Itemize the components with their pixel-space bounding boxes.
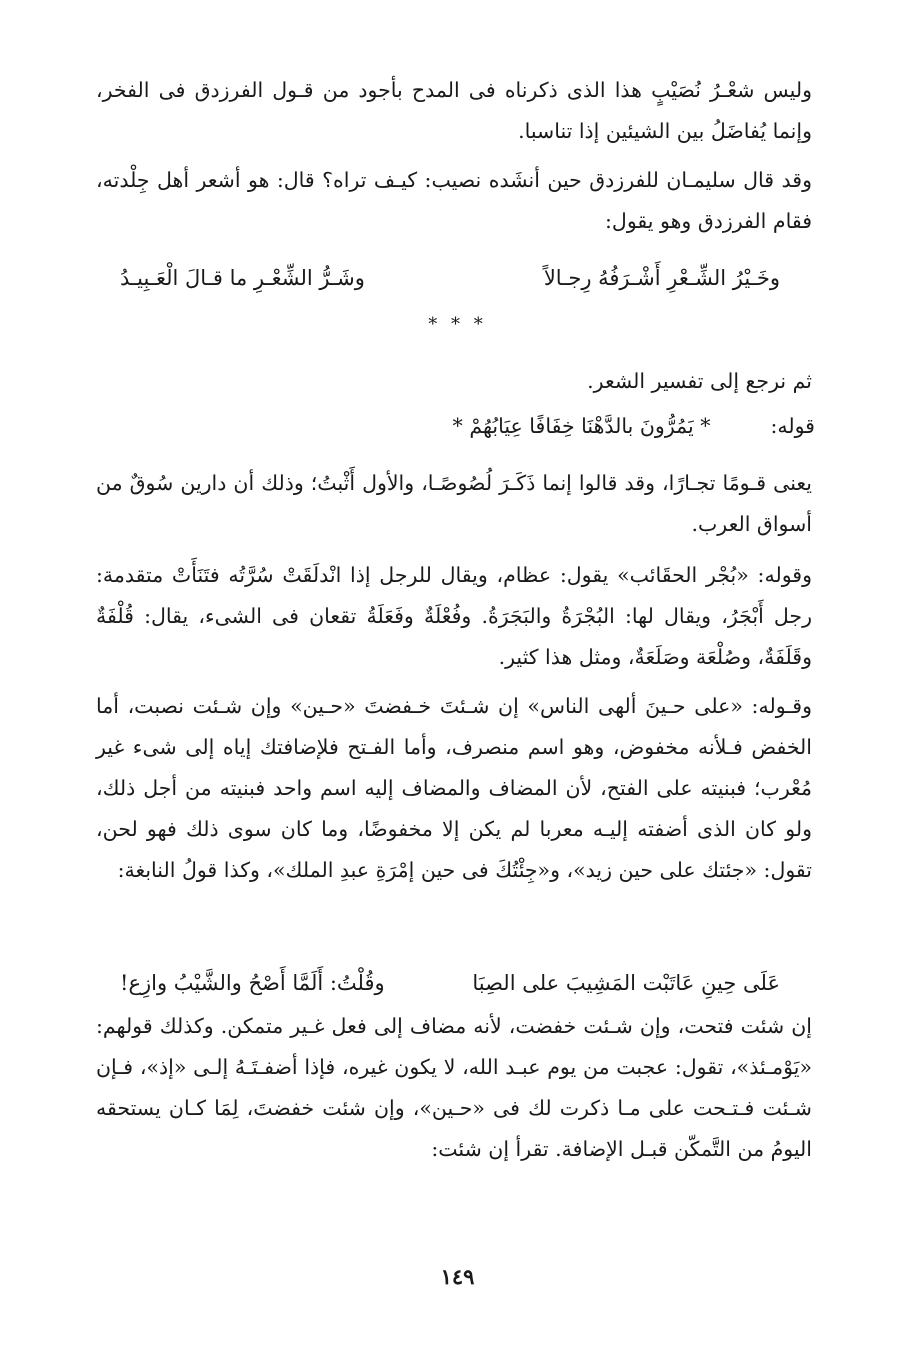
paragraph-2: وقد قال سليمـان للفرزدق حين أنشَده نصيب: كيـف تراه؟ قال: هو أشعر أهل جِلْدته، فقام الفرزدق وهو يقول: (96, 168, 812, 233)
paragraph-6: وقـوله: «على حـينَ ألهى الناس» إن شـئتَ خـفضتَ «حـين» وإن شـئت نصبت، أما الخفض فـلأنه مخفوض، وهو اسم منصرف، وأما الفـتح فلإضافتك إياه إلى شىء غير مُعْرب؛ فبنيته على الفتح، لأن المضاف والمضاف إليه اسم واحد فبنيته من أجل ذلك، ولو كان الذى أضفته إليـه معربا لم يكن إلا مخفوضًا، وما كان سوى ذلك فهو لحن، تقول: «جئتك على حين زيد»، و«جِئْتُكَ فى حين إمْرَةِ عبدِ الملك»، وكذا قولُ النابغة: (96, 694, 812, 882)
verse-2 (120, 963, 780, 1003)
section-separator: * * * (428, 314, 487, 335)
quote-text: * يَمُرُّونَ بالدَّهْنَا خِفَافًا عِيَابُهُمْ * (452, 414, 711, 438)
paragraph-1: وليس شعْـرُ نُصَيْبٍ هذا الذى ذكرناه فى المدح بأجود من قـول الفرزدق فى الفخر، وإنما يُفاضَلُ بين الشيئين إذا تناسبا. (96, 78, 812, 143)
verse-1-second-hemistich: وشَـرُّ الشِّعْـرِ ما قـالَ الْعَـبِيـدُ (120, 266, 365, 290)
verse-1-first-hemistich: وخَـيْرُ الشِّـعْرِ أَشْـرَفُهُ رِجـالاً (543, 266, 780, 290)
paragraph-7: إن شئت فتحت، وإن شـئت خفضت، لأنه مضاف إلى فعل غـير متمكن. وكذلك قولهم: «يَوْمـئذ»، تقول: عجبت من يوم عبـد الله، لا يكون غيره، فإذا أضفـتَـهُ إلـى «إذ»، فـإن شـئت فـتـحت على مـا ذكرت لك فى «حـين»، وإن شئت خفضتَ، لِمَا كـان يستحقه اليومُ من التَّمكّن قبـل الإضافة. تقرأ إن شئت: (96, 1014, 812, 1161)
quote-line (453, 406, 815, 446)
quote-label: قوله: (770, 414, 815, 438)
verse-2-second-hemistich: وقُلْتُ: أَلَمَّا أَصْحُ والشَّيْبُ وازِع! (120, 971, 385, 995)
verse-1 (120, 258, 780, 298)
paragraph-5: وقوله: «بُجْر الحقَائب» يقول: عظام، ويقال للرجل إذا انْدلَقَتْ سُرَّتُه فتَنَأَتْ متقدمة: رجل أَبْجَرُ، ويقال لها: البُجْرَةُ والبَجَرَةُ. وفُعْلَةٌ وفَعَلَةُ تقعان فى الشىء، يقال: قُلْفَةٌ وقَلَفَةٌ، وصُلْعَة وصَلَعَةٌ، ومثل هذا كثير. (96, 563, 812, 669)
page-number: ١٤٩ (440, 1264, 475, 1289)
paragraph-4: يعنى قـومًا تجـارًا، وقد قالوا إنما ذَكَـرَ لُصُوصًـا، والأول أَثْبتُ؛ وذلك أن دارين سُوقٌ من أسواق العرب. (96, 471, 812, 536)
paragraph-3: ثم نرجع إلى تفسير الشعر. (587, 369, 812, 393)
verse-2-first-hemistich: عَلَى حِينِ عَاتَبْت المَشِيبَ على الصِبَا (472, 971, 780, 995)
